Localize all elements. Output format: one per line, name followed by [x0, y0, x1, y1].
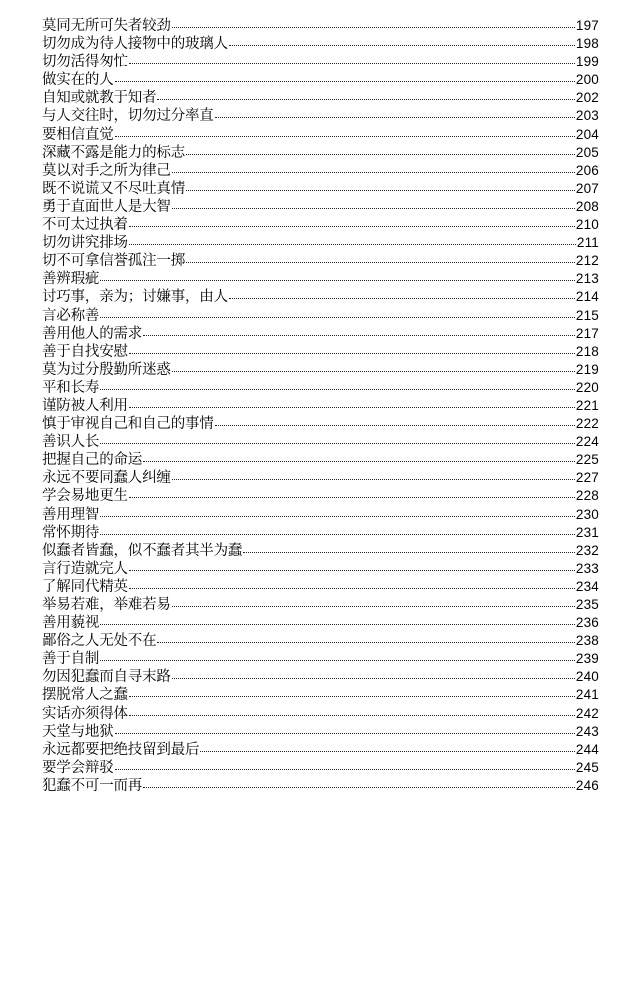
toc-entry[interactable]: [42, 487, 599, 505]
dot-leader: [100, 659, 575, 661]
toc-entry-title: 莫为过分殷勤所迷惑: [42, 361, 171, 378]
toc-entry-title: 不可太过执着: [42, 217, 128, 234]
dot-leader: [172, 171, 575, 173]
toc-entry-page-number: 222: [575, 416, 599, 432]
toc-entry[interactable]: [42, 632, 599, 650]
toc-entry-page-number: 228: [575, 488, 599, 504]
toc-entry-title: 讨巧事，亲为；讨嫌事，由人: [42, 289, 228, 306]
toc-entry-title: 永远不要同蠢人纠缠: [42, 470, 171, 487]
dot-leader: [143, 334, 575, 336]
dot-leader: [129, 406, 575, 408]
dot-leader: [115, 80, 575, 82]
toc-entry-page-number: 243: [575, 723, 599, 739]
toc-entry-page-number: 203: [575, 108, 599, 124]
dot-leader: [229, 297, 575, 299]
toc-entry[interactable]: [42, 614, 599, 632]
toc-entry-title: 莫同无所可失者较劲: [42, 18, 171, 34]
toc-entry-page-number: 241: [575, 687, 599, 703]
dot-leader: [229, 44, 575, 46]
toc-entry-page-number: 227: [575, 470, 599, 486]
toc-entry-title: 自知或就教于知者: [42, 90, 157, 107]
dot-leader: [157, 98, 574, 100]
toc-entry-page-number: 231: [575, 524, 599, 540]
toc-entry-title: 慎于审视自己和自己的事情: [42, 416, 214, 433]
toc-entry[interactable]: [42, 343, 599, 361]
toc-entry[interactable]: [42, 650, 599, 668]
toc-entry[interactable]: [42, 777, 599, 795]
toc-entry-page-number: 245: [575, 759, 599, 775]
dot-leader: [115, 135, 575, 137]
dot-leader: [143, 786, 575, 788]
toc-entry[interactable]: [42, 252, 599, 270]
toc-entry[interactable]: [42, 180, 599, 198]
toc-entry-page-number: 218: [575, 343, 599, 359]
toc-entry-title: 要相信直觉: [42, 126, 114, 143]
toc-entry[interactable]: [42, 596, 599, 614]
toc-entry[interactable]: [42, 705, 599, 723]
toc-entry[interactable]: [42, 270, 599, 288]
toc-entry[interactable]: [42, 379, 599, 397]
toc-entry[interactable]: [42, 741, 599, 759]
dot-leader: [172, 370, 575, 372]
dot-leader: [143, 460, 575, 462]
toc-entry[interactable]: [42, 542, 599, 560]
toc-entry[interactable]: [42, 107, 599, 125]
dot-leader: [115, 732, 575, 734]
toc-entry-title: 切勿讲究排场: [42, 235, 128, 252]
dot-leader: [100, 623, 575, 625]
toc-entry-page-number: 234: [575, 578, 599, 594]
dot-leader: [215, 116, 575, 118]
toc-entry-title: 把握自己的命运: [42, 452, 143, 469]
toc-entry[interactable]: [42, 361, 599, 379]
toc-entry-title: 摆脱常人之蠢: [42, 687, 128, 704]
toc-entry-title: 犯蠢不可一而再: [42, 777, 143, 794]
dot-leader: [100, 316, 575, 318]
dot-leader: [129, 496, 575, 498]
toc-entry-title: 言必称善: [42, 307, 100, 324]
toc-entry-page-number: 220: [575, 379, 599, 395]
toc-entry-page-number: 244: [575, 741, 599, 757]
toc-entry[interactable]: [42, 451, 599, 469]
toc-entry-page-number: 238: [575, 633, 599, 649]
toc-entry-title: 学会易地更生: [42, 488, 128, 505]
toc-entry-page-number: 221: [575, 397, 599, 413]
toc-entry-title: 平和长寿: [42, 379, 100, 396]
toc-entry-page-number: 232: [575, 542, 599, 558]
toc-entry-page-number: 225: [575, 452, 599, 468]
toc-entry[interactable]: [42, 234, 599, 252]
toc-entry-page-number: 213: [575, 271, 599, 287]
toc-entry-title: 与人交往时，切勿过分率直: [42, 108, 214, 125]
toc-entry[interactable]: [42, 506, 599, 524]
toc-entry[interactable]: [42, 759, 599, 777]
toc-entry-title: 切勿成为待人接物中的玻璃人: [42, 36, 228, 53]
toc-entry[interactable]: [42, 397, 599, 415]
toc-entry[interactable]: [42, 415, 599, 433]
toc-entry[interactable]: [42, 668, 599, 686]
dot-leader: [100, 388, 575, 390]
dot-leader: [129, 587, 575, 589]
toc-entry[interactable]: [42, 325, 599, 343]
toc-entry[interactable]: [42, 126, 599, 144]
toc-entry[interactable]: [42, 560, 599, 578]
toc-entry-title: 做实在的人: [42, 72, 114, 89]
dot-leader: [172, 207, 575, 209]
toc-entry-title: 谨防被人利用: [42, 397, 128, 414]
toc-entry-title: 莫以对手之所为律己: [42, 162, 171, 179]
dot-leader: [157, 641, 574, 643]
table-of-contents: [42, 17, 599, 795]
toc-entry-page-number: 199: [575, 54, 599, 70]
toc-entry-title: 善识人长: [42, 434, 100, 451]
toc-entry-page-number: 198: [575, 36, 599, 52]
toc-entry-page-number: 197: [575, 18, 599, 33]
toc-entry[interactable]: [42, 35, 599, 53]
dot-leader: [172, 478, 575, 480]
toc-entry-page-number: 204: [575, 126, 599, 142]
dot-leader: [100, 515, 575, 517]
toc-entry[interactable]: [42, 524, 599, 542]
dot-leader: [129, 62, 575, 64]
toc-entry[interactable]: [42, 288, 599, 306]
toc-entry-title: 了解同代精英: [42, 578, 128, 595]
toc-entry[interactable]: [42, 307, 599, 325]
dot-leader: [129, 695, 575, 697]
toc-entry-title: 似蠢者皆蠢，似不蠢者其半为蠢: [42, 542, 243, 559]
toc-entry-title: 举易若难，举难若易: [42, 597, 171, 613]
dot-leader: [243, 551, 575, 553]
toc-entry-page-number: 215: [575, 307, 599, 323]
dot-leader: [200, 750, 575, 752]
toc-entry-page-number: 205: [575, 144, 599, 160]
toc-entry-page-number: 208: [575, 198, 599, 214]
toc-entry-title: 永远都要把绝技留到最后: [42, 741, 200, 758]
dot-leader: [172, 605, 575, 607]
toc-entry-title: 实话亦须得体: [42, 705, 128, 722]
toc-entry-page-number: 246: [575, 777, 599, 793]
dot-leader: [215, 424, 575, 426]
toc-entry-page-number: 207: [575, 180, 599, 196]
dot-leader: [172, 26, 575, 28]
toc-entry-title: 既不说谎又不尽吐真情: [42, 180, 185, 197]
toc-entry-page-number: 224: [575, 434, 599, 450]
toc-entry-title: 善用藐视: [42, 615, 100, 632]
dot-leader: [186, 189, 575, 191]
toc-entry-page-number: 210: [575, 217, 599, 233]
dot-leader: [129, 225, 575, 227]
toc-entry[interactable]: [42, 17, 599, 35]
toc-entry-title: 善于自制: [42, 651, 100, 668]
dot-leader: [129, 569, 575, 571]
toc-entry-title: 善于自找安慰: [42, 343, 128, 360]
toc-entry-page-number: 211: [576, 235, 599, 251]
toc-entry-page-number: 233: [575, 560, 599, 576]
toc-entry-page-number: 230: [575, 506, 599, 522]
toc-entry-title: 切不可拿信誉孤注一掷: [42, 253, 185, 270]
toc-entry[interactable]: [42, 433, 599, 451]
toc-entry-page-number: 240: [575, 669, 599, 685]
toc-entry-title: 天堂与地狱: [42, 723, 114, 740]
toc-entry-page-number: 200: [575, 72, 599, 88]
dot-leader: [172, 677, 575, 679]
toc-entry-title: 鄙俗之人无处不在: [42, 633, 157, 650]
toc-entry[interactable]: [42, 216, 599, 234]
toc-entry-title: 善用他人的需求: [42, 325, 143, 342]
toc-entry[interactable]: [42, 723, 599, 741]
dot-leader: [186, 153, 575, 155]
toc-entry[interactable]: [42, 71, 599, 89]
toc-entry-page-number: 235: [575, 597, 599, 612]
toc-entry-title: 切勿活得匆忙: [42, 54, 128, 71]
toc-entry-title: 要学会辩驳: [42, 759, 114, 776]
dot-leader: [100, 442, 575, 444]
toc-entry-title: 善用理智: [42, 506, 100, 523]
dot-leader: [100, 533, 575, 535]
toc-entry-title: 言行造就完人: [42, 560, 128, 577]
toc-entry-title: 勇于直面世人是大智: [42, 198, 171, 215]
toc-entry-page-number: 236: [575, 615, 599, 631]
toc-entry[interactable]: [42, 53, 599, 71]
toc-entry[interactable]: [42, 198, 599, 216]
toc-entry[interactable]: [42, 144, 599, 162]
dot-leader: [100, 279, 575, 281]
toc-entry-page-number: 219: [575, 361, 599, 377]
toc-entry-page-number: 239: [575, 651, 599, 667]
toc-entry-page-number: 242: [575, 705, 599, 721]
toc-entry-title: 勿因犯蠢而自寻末路: [42, 669, 171, 686]
dot-leader: [186, 261, 575, 263]
toc-entry-title: 常怀期待: [42, 524, 100, 541]
dot-leader: [129, 352, 575, 354]
dot-leader: [115, 768, 575, 770]
toc-entry-title: 深藏不露是能力的标志: [42, 144, 185, 161]
toc-entry-page-number: 202: [575, 90, 599, 106]
toc-entry-page-number: 217: [575, 325, 599, 341]
toc-entry-title: 善辨瑕疵: [42, 271, 100, 288]
toc-entry[interactable]: [42, 469, 599, 487]
toc-entry-page-number: 206: [575, 162, 599, 178]
toc-entry[interactable]: [42, 89, 599, 107]
toc-entry[interactable]: [42, 686, 599, 704]
toc-entry[interactable]: [42, 578, 599, 596]
toc-entry-page-number: 214: [575, 289, 599, 305]
toc-entry[interactable]: [42, 162, 599, 180]
toc-entry-page-number: 212: [575, 253, 599, 269]
dot-leader: [129, 243, 576, 245]
dot-leader: [129, 714, 575, 716]
